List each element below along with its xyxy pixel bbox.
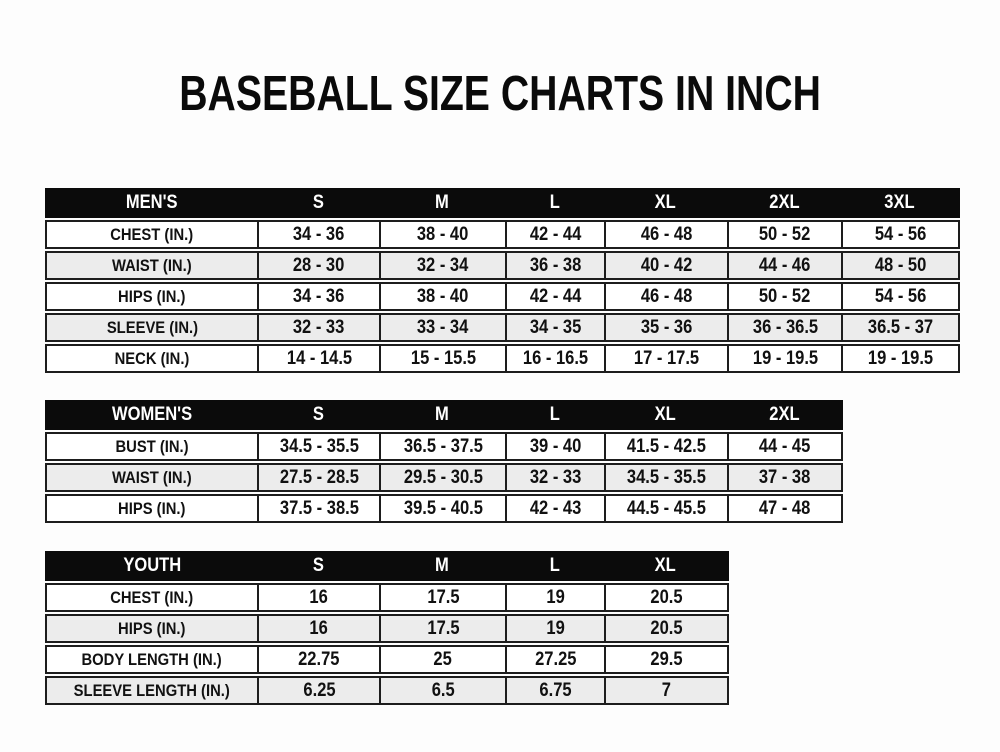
size-value-cell — [379, 315, 505, 340]
page-title-text: BASEBALL SIZE CHARTS IN INCH — [179, 67, 821, 121]
size-value-cell-text: 27.25 — [534, 648, 577, 670]
size-value-cell-text: 29.5 - 30.5 — [403, 466, 483, 488]
row-label-text: HIPS (IN.) — [118, 498, 186, 518]
column-header — [505, 190, 604, 216]
column-header-text: S — [312, 192, 324, 213]
table-row — [45, 676, 729, 705]
size-value-cell — [505, 315, 604, 340]
table-row — [45, 583, 729, 612]
size-value-cell-text: 15 - 15.5 — [410, 347, 476, 369]
column-header — [379, 402, 505, 428]
size-value-cell-text: 39 - 40 — [529, 435, 582, 457]
size-value-cell-text: 37 - 38 — [759, 466, 811, 488]
size-value-cell-text: 20.5 — [650, 586, 683, 608]
size-value-cell-text: 42 - 43 — [529, 497, 582, 519]
mens-size-table — [45, 188, 960, 373]
row-label — [47, 253, 257, 278]
size-value-cell-text: 42 - 44 — [529, 285, 582, 307]
size-value-cell — [604, 647, 727, 672]
size-value-cell-text: 54 - 56 — [874, 285, 927, 307]
size-value-cell — [257, 585, 379, 610]
row-label — [47, 496, 257, 521]
size-value-cell-text: 22.75 — [298, 648, 340, 670]
size-value-cell-text: 36 - 38 — [529, 254, 582, 276]
size-value-cell — [505, 284, 604, 309]
size-value-cell — [727, 434, 841, 459]
youth-size-table — [45, 551, 729, 705]
size-value-cell — [379, 496, 505, 521]
size-value-cell-text: 37.5 - 38.5 — [279, 497, 359, 519]
size-value-cell — [257, 496, 379, 521]
table-title-cell — [47, 190, 257, 216]
size-value-cell — [379, 346, 505, 371]
size-value-cell-text: 46 - 48 — [640, 285, 693, 307]
size-value-cell-text: 17.5 — [426, 617, 460, 639]
size-value-cell-text: 47 - 48 — [759, 497, 811, 519]
size-value-cell — [604, 222, 727, 247]
size-value-cell — [604, 496, 727, 521]
size-value-cell — [257, 647, 379, 672]
size-value-cell-text: 20.5 — [650, 617, 683, 639]
size-value-cell — [257, 434, 379, 459]
column-header-text: M — [435, 555, 449, 576]
size-value-cell — [727, 346, 841, 371]
size-value-cell-text: 32 - 34 — [417, 254, 469, 276]
size-value-cell — [727, 253, 841, 278]
size-value-cell-text: 32 - 33 — [529, 466, 582, 488]
size-value-cell-text: 17 - 17.5 — [633, 347, 700, 369]
size-value-cell-text: 38 - 40 — [417, 285, 469, 307]
table-row — [45, 313, 960, 342]
page-title — [0, 66, 1000, 122]
row-label-text: BODY LENGTH (IN.) — [81, 649, 223, 669]
size-value-cell-text: 44.5 - 45.5 — [626, 497, 707, 519]
row-label-text: HIPS (IN.) — [118, 618, 186, 638]
size-value-cell-text: 34 - 35 — [529, 316, 582, 338]
table-title-cell-text: MEN'S — [126, 192, 178, 213]
size-value-cell-text: 41.5 - 42.5 — [626, 435, 707, 457]
size-value-cell — [379, 585, 505, 610]
table-row — [45, 614, 729, 643]
size-value-cell-text: 39.5 - 40.5 — [403, 497, 483, 519]
row-label — [47, 346, 257, 371]
size-value-cell — [505, 585, 604, 610]
size-value-cell — [379, 434, 505, 459]
size-value-cell-text: 27.5 - 28.5 — [279, 466, 359, 488]
row-label — [47, 434, 257, 459]
column-header — [727, 402, 841, 428]
size-value-cell — [505, 222, 604, 247]
table-row — [45, 282, 960, 311]
size-value-cell-text: 35 - 36 — [640, 316, 693, 338]
size-value-cell-text: 44 - 46 — [759, 254, 811, 276]
size-value-cell — [505, 253, 604, 278]
size-value-cell — [379, 465, 505, 490]
size-value-cell — [604, 678, 727, 703]
column-header-text: 2XL — [768, 192, 800, 213]
size-value-cell — [379, 284, 505, 309]
column-header — [379, 553, 505, 579]
size-value-cell — [257, 284, 379, 309]
size-value-cell-text: 16 - 16.5 — [522, 347, 589, 369]
size-value-cell — [505, 647, 604, 672]
size-value-cell-text: 36.5 - 37 — [867, 316, 934, 338]
row-label — [47, 616, 257, 641]
size-value-cell-text: 34.5 - 35.5 — [279, 435, 359, 457]
column-header-text: M — [435, 192, 449, 213]
size-value-cell — [727, 222, 841, 247]
size-value-cell — [505, 496, 604, 521]
size-value-cell-text: 6.5 — [431, 679, 455, 701]
size-value-cell-text: 36 - 36.5 — [752, 316, 818, 338]
size-value-cell — [257, 346, 379, 371]
size-value-cell-text: 19 - 19.5 — [867, 347, 934, 369]
size-value-cell — [604, 616, 727, 641]
table-row — [45, 463, 843, 492]
size-value-cell — [841, 346, 958, 371]
column-header-text: M — [435, 404, 449, 425]
column-header-text: L — [549, 404, 560, 425]
size-value-cell — [505, 346, 604, 371]
row-label — [47, 678, 257, 703]
size-value-cell-text: 48 - 50 — [874, 254, 927, 276]
size-value-cell-text: 32 - 33 — [293, 316, 345, 338]
column-header — [604, 402, 727, 428]
size-value-cell — [841, 284, 958, 309]
size-value-cell — [604, 346, 727, 371]
size-value-cell — [379, 222, 505, 247]
size-value-cell-text: 19 - 19.5 — [752, 347, 818, 369]
row-label-text: WAIST (IN.) — [112, 467, 192, 487]
size-value-cell-text: 16 — [309, 617, 329, 639]
table-title-cell-text: YOUTH — [123, 555, 181, 576]
size-value-cell-text: 40 - 42 — [640, 254, 693, 276]
size-value-cell — [727, 465, 841, 490]
size-value-cell-text: 29.5 — [650, 648, 683, 670]
column-header-text: L — [549, 555, 560, 576]
mens-size-table-header — [45, 188, 960, 218]
size-value-cell-text: 44 - 45 — [759, 435, 811, 457]
column-header — [505, 402, 604, 428]
table-row — [45, 645, 729, 674]
size-value-cell — [505, 434, 604, 459]
row-label-text: HIPS (IN.) — [118, 286, 186, 306]
row-label-text: WAIST (IN.) — [112, 255, 192, 275]
column-header — [604, 553, 727, 579]
row-label — [47, 585, 257, 610]
size-value-cell-text: 42 - 44 — [529, 223, 582, 245]
row-label — [47, 284, 257, 309]
size-value-cell — [505, 465, 604, 490]
row-label — [47, 647, 257, 672]
size-value-cell — [257, 222, 379, 247]
size-value-cell — [505, 678, 604, 703]
size-value-cell-text: 25 — [433, 648, 453, 670]
column-header — [604, 190, 727, 216]
column-header-text: S — [312, 404, 324, 425]
size-value-cell — [257, 678, 379, 703]
youth-size-table-header — [45, 551, 729, 581]
size-value-cell — [841, 222, 958, 247]
size-value-cell — [379, 647, 505, 672]
size-value-cell — [257, 616, 379, 641]
column-header-text: 3XL — [884, 192, 915, 213]
size-value-cell-text: 19 — [546, 586, 565, 608]
row-label-text: CHEST (IN.) — [110, 587, 194, 607]
table-row — [45, 432, 843, 461]
row-label — [47, 222, 257, 247]
column-header-text: S — [312, 555, 324, 576]
size-value-cell-text: 7 — [661, 679, 672, 701]
size-value-cell — [604, 315, 727, 340]
size-value-cell-text: 54 - 56 — [874, 223, 927, 245]
row-label-text: SLEEVE LENGTH (IN.) — [73, 680, 231, 700]
size-value-cell-text: 34.5 - 35.5 — [626, 466, 707, 488]
size-value-cell-text: 50 - 52 — [759, 223, 811, 245]
row-label-text: CHEST (IN.) — [110, 224, 194, 244]
size-value-cell-text: 34 - 36 — [293, 285, 345, 307]
row-label-text: BUST (IN.) — [115, 436, 189, 456]
size-value-cell — [604, 253, 727, 278]
row-label-text: SLEEVE (IN.) — [106, 317, 198, 337]
size-value-cell-text: 38 - 40 — [417, 223, 469, 245]
size-value-cell — [257, 315, 379, 340]
womens-size-table — [45, 400, 843, 523]
table-row — [45, 220, 960, 249]
table-row — [45, 494, 843, 523]
size-value-cell-text: 16 — [309, 586, 329, 608]
size-value-cell-text: 36.5 - 37.5 — [403, 435, 483, 457]
size-value-cell-text: 33 - 34 — [417, 316, 469, 338]
size-value-cell — [727, 496, 841, 521]
row-label — [47, 465, 257, 490]
size-value-cell-text: 6.25 — [302, 679, 336, 701]
column-header — [727, 190, 841, 216]
column-header — [257, 402, 379, 428]
size-value-cell-text: 46 - 48 — [640, 223, 693, 245]
size-value-cell-text: 19 — [546, 617, 565, 639]
size-value-cell — [379, 678, 505, 703]
row-label-text: NECK (IN.) — [114, 348, 190, 368]
column-header-text: XL — [654, 555, 677, 576]
column-header-text: L — [549, 192, 560, 213]
column-header — [379, 190, 505, 216]
size-value-cell — [727, 315, 841, 340]
size-value-cell-text: 34 - 36 — [293, 223, 345, 245]
size-value-cell — [604, 284, 727, 309]
size-value-cell — [379, 616, 505, 641]
column-header — [505, 553, 604, 579]
size-value-cell — [604, 465, 727, 490]
table-title-cell — [47, 402, 257, 428]
column-header — [841, 190, 958, 216]
size-value-cell — [727, 284, 841, 309]
size-value-cell-text: 14 - 14.5 — [286, 347, 352, 369]
column-header — [257, 553, 379, 579]
size-value-cell — [505, 616, 604, 641]
table-title-cell — [47, 553, 257, 579]
column-header-text: XL — [654, 192, 677, 213]
column-header-text: XL — [654, 404, 677, 425]
size-value-cell — [604, 434, 727, 459]
table-title-cell-text: WOMEN'S — [111, 404, 193, 425]
womens-size-table-header — [45, 400, 843, 430]
size-value-cell — [841, 253, 958, 278]
size-value-cell — [841, 315, 958, 340]
row-label — [47, 315, 257, 340]
column-header — [257, 190, 379, 216]
size-value-cell-text: 6.75 — [539, 679, 572, 701]
size-value-cell-text: 50 - 52 — [759, 285, 811, 307]
table-row — [45, 251, 960, 280]
size-value-cell-text: 28 - 30 — [293, 254, 345, 276]
size-value-cell-text: 17.5 — [426, 586, 460, 608]
size-value-cell — [379, 253, 505, 278]
table-row — [45, 344, 960, 373]
column-header-text: 2XL — [768, 404, 800, 425]
size-value-cell — [257, 253, 379, 278]
size-value-cell — [257, 465, 379, 490]
size-value-cell — [604, 585, 727, 610]
